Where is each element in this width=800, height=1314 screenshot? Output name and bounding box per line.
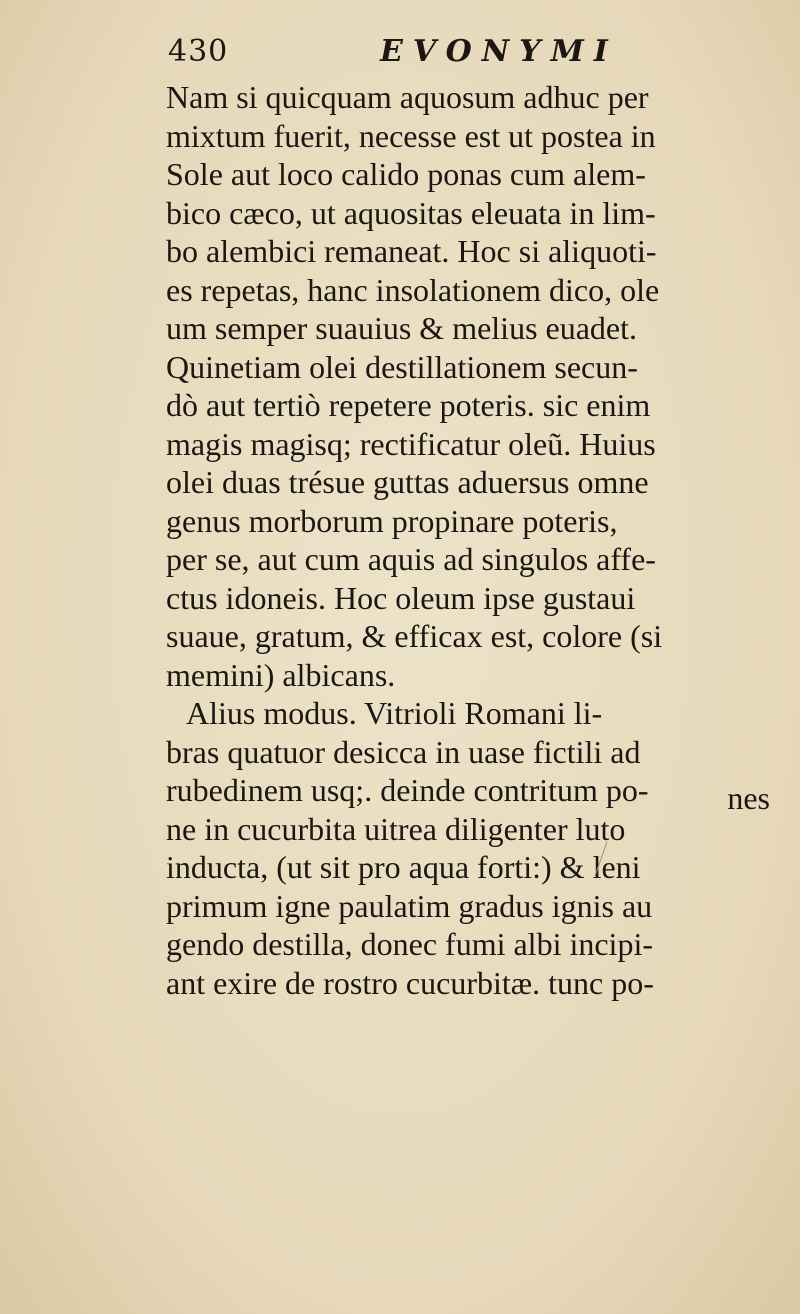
body-text	[166, 78, 786, 1002]
text-line: per se, aut cum aquis ad singulos affe-	[166, 541, 656, 577]
text-line: dò aut tertiò repetere poteris. sic enim	[166, 387, 651, 423]
text-line: inducta, (ut sit pro aqua forti:) & leni	[166, 849, 641, 885]
text-line: bico cæco, ut aquositas eleuata in lim-	[166, 194, 656, 231]
text-line: Sole aut loco calido ponas cum alem-	[166, 156, 646, 192]
running-head: EVONYMI	[380, 34, 618, 69]
text-line: um semper suauius & melius euadet.	[166, 310, 638, 346]
text-line: genus morborum propinare poteris,	[166, 502, 618, 539]
text-line: mixtum fuerit, necesse est ut postea in	[166, 117, 656, 154]
text-line: rubedinem usq;. deinde contritum po-	[166, 772, 649, 808]
text-line: ctus idoneis. Hoc oleum ipse gustaui	[166, 579, 636, 616]
text-line: Nam si quicquam aquosum adhuc per	[166, 79, 649, 115]
text-line: gendo destilla, donec fumi albi incipi-	[166, 926, 653, 962]
text-line: ant exire de rostro cucurbitæ. tunc po-	[166, 964, 654, 1001]
page-header	[168, 30, 638, 70]
catchword: nes	[727, 780, 770, 816]
text-line: bo alembici remaneat. Hoc si aliquoti-	[166, 233, 657, 269]
text-line: primum igne paulatim gradus ignis au	[166, 887, 653, 924]
text-line: Quinetiam olei destillationem secun-	[166, 348, 638, 385]
text-line: es repetas, hanc insolationem dico, ole	[166, 271, 660, 308]
text-line: memini) albicans.	[166, 656, 396, 693]
text-line: suaue, gratum, & efficax est, colore (si	[166, 618, 663, 654]
text-line: ne in cucurbita uitrea diligenter luto	[166, 810, 626, 847]
text-line: olei duas trésue guttas aduersus omne	[166, 464, 649, 500]
text-line: magis magisq; rectificatur oleũ. Huius	[166, 425, 656, 462]
page-number: 430	[168, 34, 229, 69]
paper-mark	[585, 840, 615, 880]
text-line: bras quatuor desicca in uase fictili ad	[166, 733, 641, 770]
text-line: Alius modus. Vitrioli Romani li-	[186, 695, 603, 731]
